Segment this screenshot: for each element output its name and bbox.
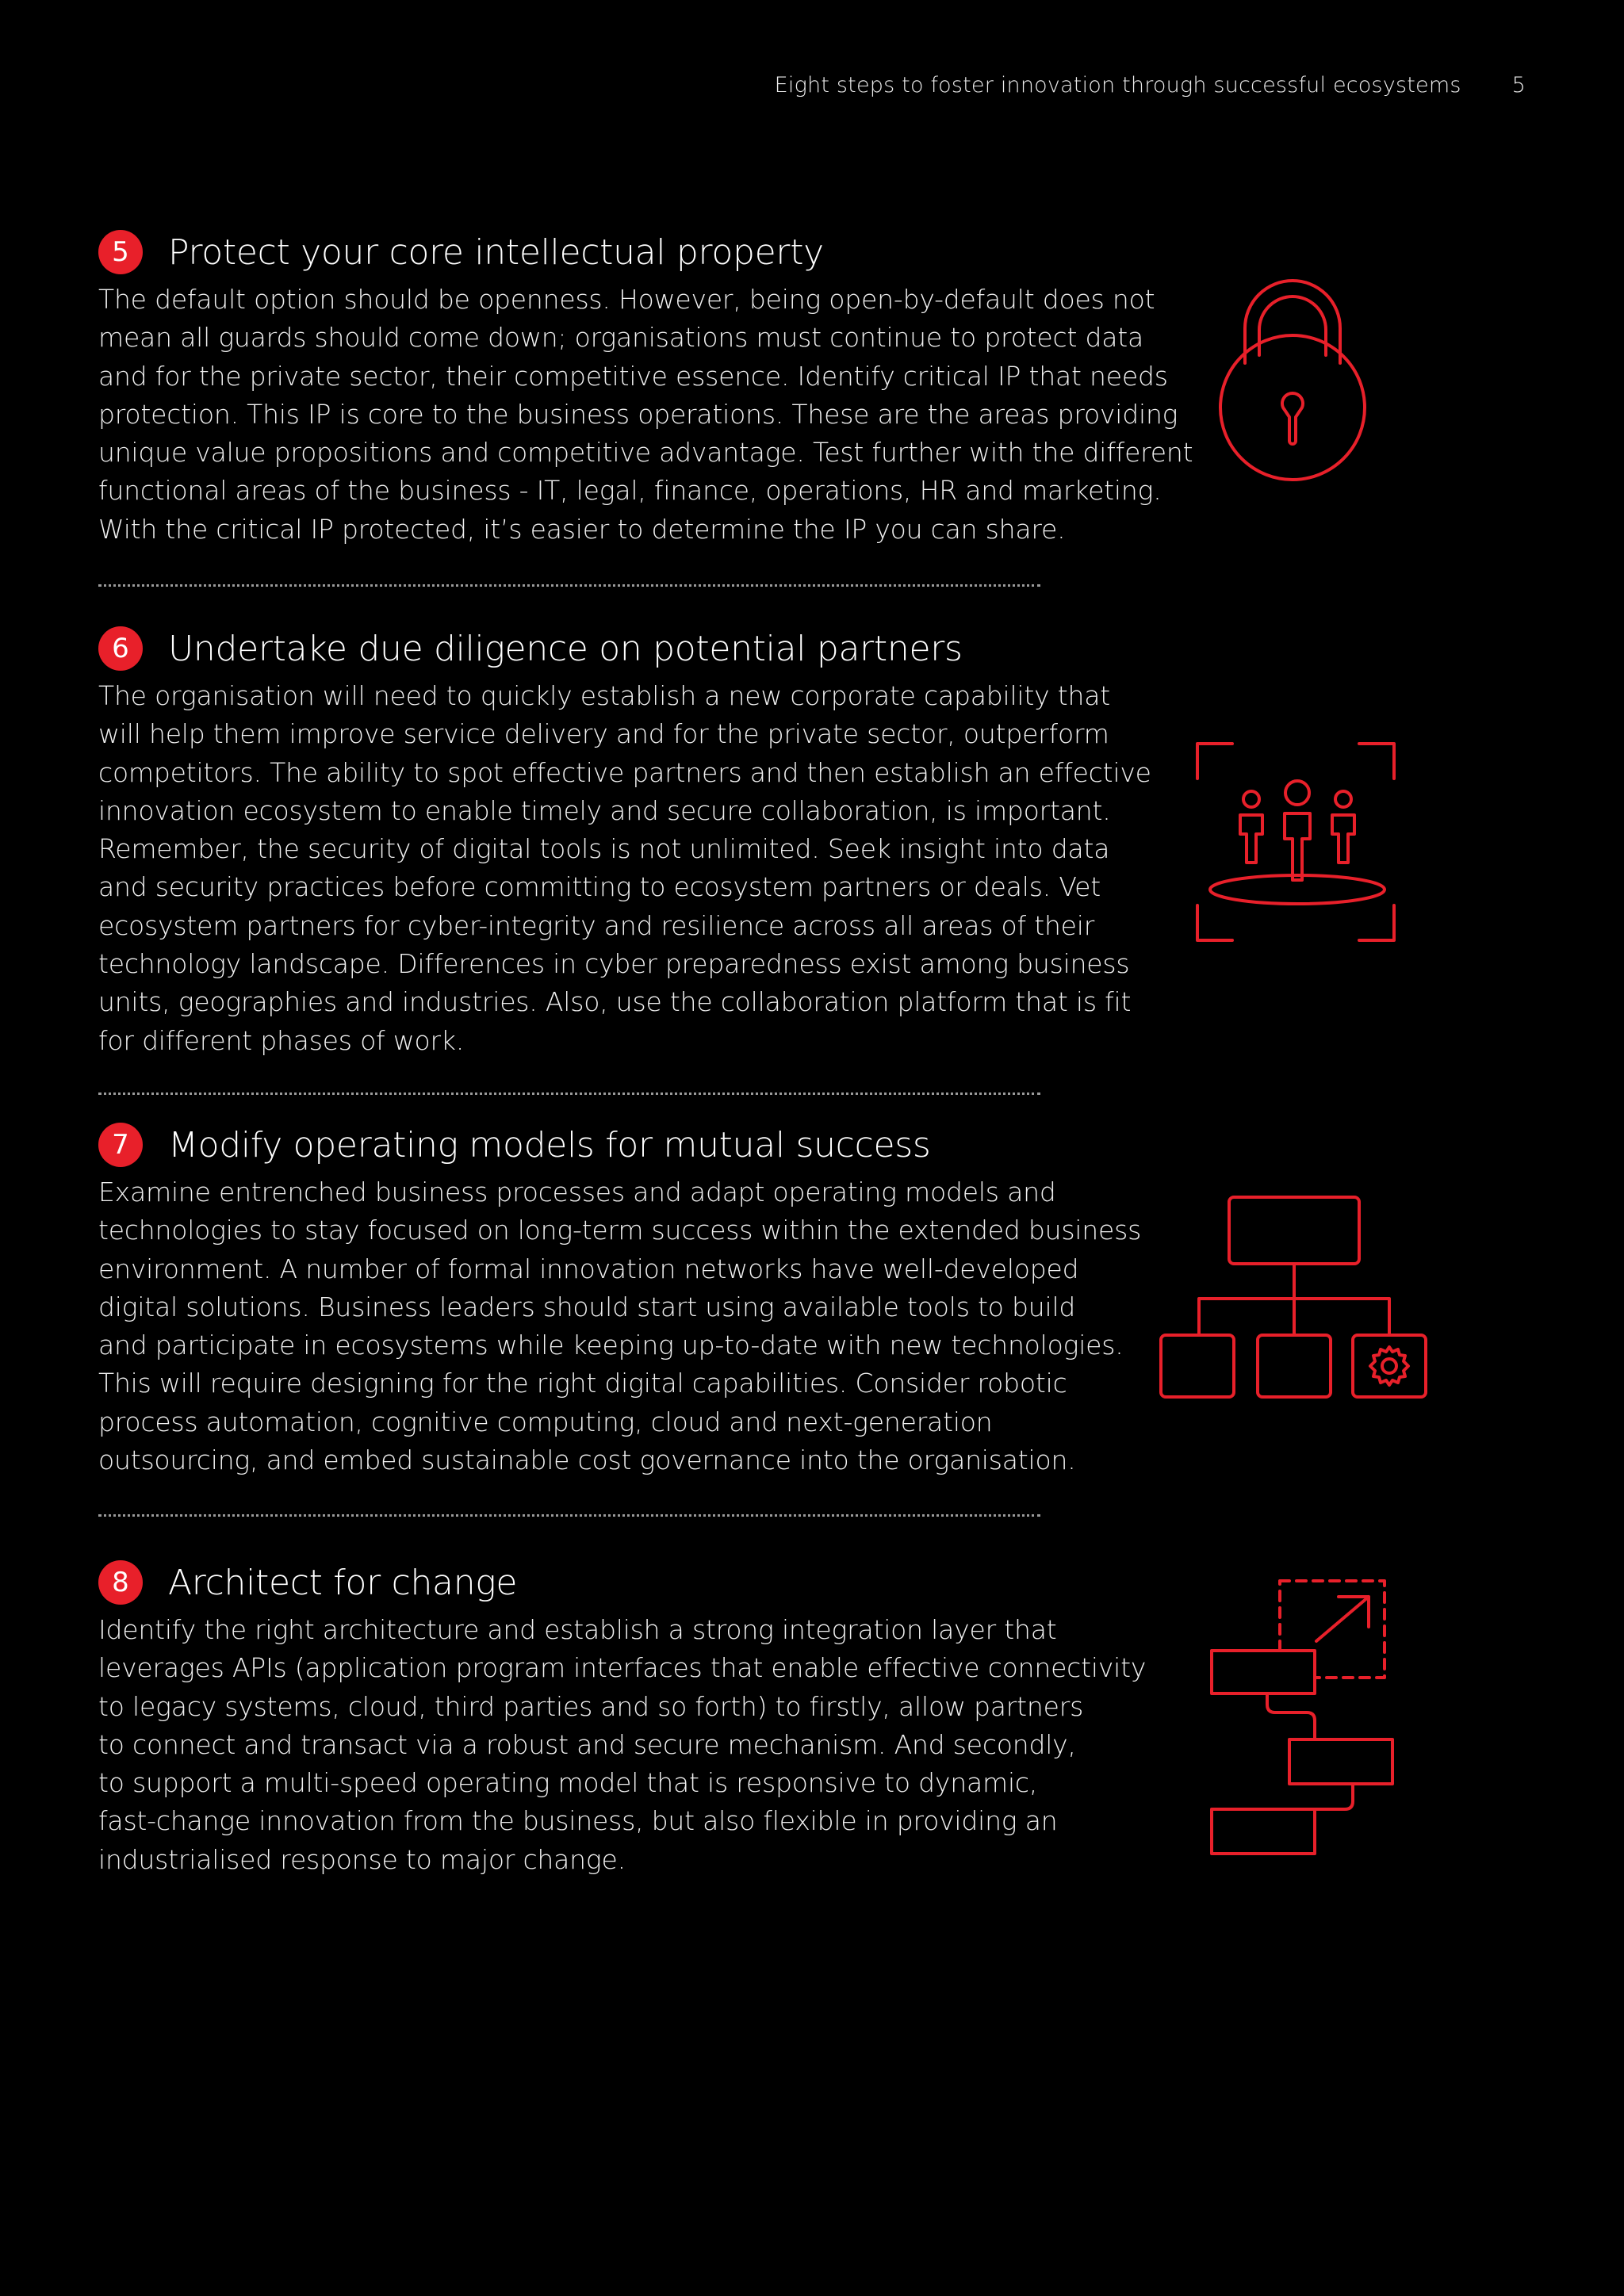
- section-7: [98, 1121, 1142, 1479]
- body-line: unique value propositions and competitive advantage. Test further with the different: [98, 437, 1193, 469]
- section-8: [98, 1559, 1147, 1879]
- section-title: Architect for change: [168, 1562, 518, 1603]
- body-line: innovation ecosystem to enable timely and secure collaboration, is important.: [98, 794, 1111, 826]
- body-line: fast-change innovation from the business, but also flexible in providing an: [98, 1805, 1058, 1837]
- body-line: units, geographies and industries. Also, use the collaboration platform that is fit: [98, 986, 1132, 1018]
- section-body: [98, 281, 1193, 549]
- body-line: will help them improve service delivery and for the private sector, outperform: [98, 718, 1109, 750]
- body-line: protection. This IP is core to the business operations. These are the areas providing: [98, 398, 1178, 430]
- padlock-icon: [1213, 274, 1372, 496]
- body-line: leverages APIs (application program interfaces that enable effective connectivity: [98, 1652, 1147, 1684]
- body-line: The organisation will need to quickly establish a new corporate capability that: [98, 680, 1110, 711]
- section-divider: [98, 584, 1040, 587]
- section-divider: [98, 1514, 1040, 1517]
- section-title: Modify operating models for mutual success: [168, 1124, 931, 1165]
- section-heading: [98, 1121, 1066, 1169]
- page-number: 5: [1511, 73, 1526, 98]
- people-focus-icon: [1193, 739, 1399, 945]
- body-line: mean all guards should come down; organisations must continue to protect data: [98, 322, 1144, 354]
- body-line: competitors. The ability to spot effective partners and then establish an effective: [98, 756, 1151, 788]
- section-5: [98, 228, 1193, 549]
- step-number-badge: 6: [98, 626, 143, 671]
- section-title: Protect your core intellectual property: [168, 232, 824, 273]
- body-line: to connect and transact via a robust and secure mechanism. And secondly,: [98, 1728, 1076, 1760]
- org-chart-gear-icon: [1158, 1194, 1427, 1400]
- section-body: [98, 1611, 1147, 1879]
- body-line: and security practices before committing to ecosystem partners or deals. Vet: [98, 871, 1101, 903]
- page-header: [775, 73, 1526, 98]
- section-heading: [98, 625, 1066, 672]
- section-body: [98, 1173, 1142, 1479]
- body-line: to support a multi-speed operating model that is responsive to dynamic,: [98, 1767, 1038, 1799]
- body-line: Examine entrenched business processes and adapt operating models and: [98, 1177, 1056, 1207]
- body-line: industrialised response to major change.: [98, 1843, 626, 1875]
- section-divider: [98, 1093, 1040, 1095]
- architecture-flow-icon: [1205, 1575, 1404, 1860]
- step-number-badge: 5: [98, 230, 143, 274]
- section-body: [98, 677, 1151, 1060]
- step-number-badge: 7: [98, 1123, 143, 1167]
- body-line: ecosystem partners for cyber-integrity and resilience across all areas of their: [98, 909, 1095, 941]
- body-line: digital solutions. Business leaders should start using available tools to build: [98, 1291, 1076, 1322]
- section-heading: [98, 228, 1066, 276]
- body-line: technologies to stay focused on long-term success within the extended business: [98, 1215, 1142, 1246]
- body-line: outsourcing, and embed sustainable cost governance into the organisation.: [98, 1445, 1076, 1476]
- body-line: The default option should be openness. However, being open-by-default does not: [98, 284, 1155, 315]
- section-title: Undertake due diligence on potential partners: [168, 628, 963, 669]
- body-line: technology landscape. Differences in cyber preparedness exist among business: [98, 948, 1130, 980]
- document-title: Eight steps to foster innovation through successful ecosystems: [774, 73, 1461, 98]
- body-line: With the critical IP protected, it’s easier to determine the IP you can share.: [98, 513, 1066, 545]
- body-line: This will require designing for the right digital capabilities. Consider robotic: [98, 1368, 1067, 1399]
- body-line: to legacy systems, cloud, third parties and so forth) to firstly, allow partners: [98, 1690, 1084, 1722]
- body-line: environment. A number of formal innovation networks have well-developed: [98, 1253, 1079, 1284]
- section-6: [98, 625, 1151, 1060]
- body-line: for different phases of work.: [98, 1024, 465, 1056]
- body-line: Remember, the security of digital tools is not unlimited. Seek insight into data: [98, 833, 1110, 865]
- body-line: and participate in ecosystems while keeping up-to-date with new technologies.: [98, 1330, 1124, 1361]
- body-line: functional areas of the business - IT, legal, finance, operations, HR and marketing.: [98, 475, 1162, 507]
- step-number-badge: 8: [98, 1560, 143, 1605]
- body-line: and for the private sector, their competitive essence. Identify critical IP that needs: [98, 360, 1168, 392]
- body-line: Identify the right architecture and establish a strong integration layer that: [98, 1614, 1057, 1645]
- body-line: process automation, cognitive computing, cloud and next-generation: [98, 1406, 993, 1437]
- section-heading: [98, 1559, 1066, 1606]
